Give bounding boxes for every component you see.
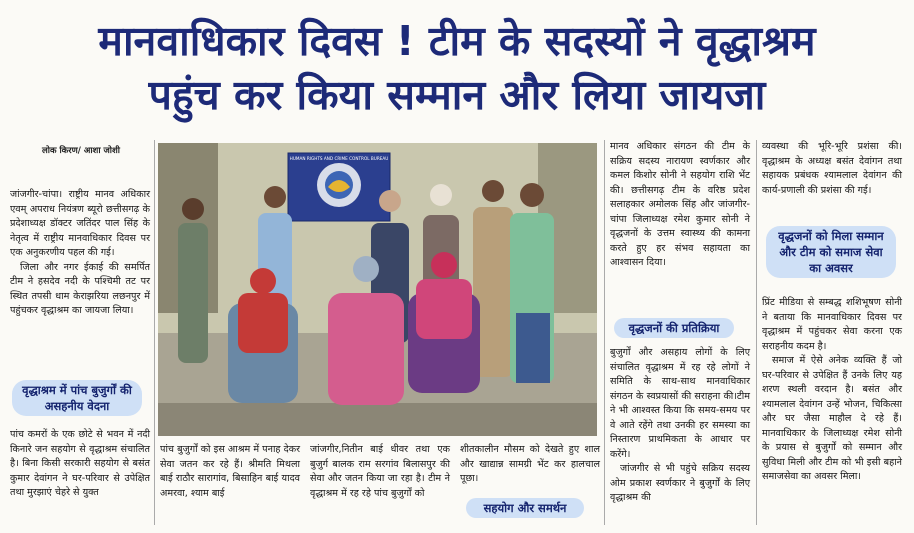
article-column-mid-bottom xyxy=(610,346,750,506)
article-column-right-top xyxy=(762,140,902,198)
subhead-left: वृद्धाश्रम में पांच बुजुर्गों की असहनीय वेदना xyxy=(12,380,142,416)
paragraph: शीतकालीन मौसम को देखते हुए शाल और खाद्यान्न सामग्री भेंट कर हालचाल पूछा। xyxy=(460,444,600,484)
article-column-photo-b xyxy=(310,443,450,501)
article-column-left-bottom xyxy=(10,428,150,501)
subhead-bottom: सहयोग और समर्थन xyxy=(466,498,584,518)
paragraph: व्यवस्था की भूरि-भूरि प्रशंसा की। वृद्धाश्रम के अध्यक्ष बसंत देवांगन तथा सहायक प्रबंधक श्यामलाल देवांगन की कार्य-प्रणाली की प्रशंसा की गई। xyxy=(762,141,902,196)
article-column-photo-a xyxy=(160,443,300,501)
article-column-right-mid xyxy=(762,296,902,485)
news-photo xyxy=(158,143,597,436)
byline: लोक किरण/ आशा जोशी xyxy=(42,146,120,156)
paragraph: पांच कमरों के एक छोटे से भवन में नदी किनारे जन सहयोग से वृद्धाश्रम संचालित है। बिना किसी सरकारी सहयोग से बसंत कुमार देवांगन ने घर-परिवार से उपेक्षित तथा मुरझाएं चेहरे से युक्त xyxy=(10,429,150,498)
article-column-left-top xyxy=(10,188,150,319)
paragraph: मानव अधिकार संगठन की टीम के सक्रिय सदस्य नारायण स्वर्णकार और कमल किशोर सोनी ने सहयोग राशि भेंट की। छत्तीसगढ़ टीम के वरिष्ठ प्रदेश सलाहकार अमोलक सिंह और जांजगीर-चांपा जिलाध्यक्ष रमेश कुमार सोनी ने वृद्धजनों के उत्तम स्वास्थ्य की कामना करते हुए हर संभव सहायता का आश्वासन दिया। xyxy=(610,141,750,268)
paragraph: जांजगीर से भी पहुंचे सक्रिय सदस्य ओम प्रकाश स्वर्णकार ने बुजुर्गों के लिए वृद्धाश्रम की xyxy=(610,463,750,503)
subhead-right: वृद्धजनों को मिला सम्मान और टीम को समाज सेवा का अवसर xyxy=(766,226,896,278)
paragraph: जांजगीर-चांपा। राष्ट्रीय मानव अधिकार एवम् अपराध नियंत्रण ब्यूरो छत्तीसगढ़ के प्रदेशाध्यक्ष डॉक्टर जतिंदर पाल सिंह के नेतृत्व में राष्ट्रीय मानवाधिकार दिवस पर एक अनुकरणीय पहल की गई। xyxy=(10,189,150,258)
column-rule xyxy=(154,140,155,525)
paragraph: जांजगीर,नितीन बाई धीवर तथा एक बुजुर्ग बालक राम सरगांव बिलासपुर की सेवा और जतन किया जा रहा है। टीम ने वृद्धाश्रम में रह रहे पांच बुजुर्गों को xyxy=(310,444,450,499)
paragraph: प्रिंट मीडिया से सम्बद्ध शशिभूषण सोनी ने बताया कि मानवाधिकार दिवस पर वृद्धाश्रम में पहुंचकर सेवा करना एक सराहनीय कदम है। xyxy=(762,297,902,352)
article-column-photo-c xyxy=(460,443,600,487)
article-column-mid-top xyxy=(610,140,750,271)
paragraph: जिला और नगर ईकाई की समर्पित टीम ने हसदेव नदी के पश्चिमी तट पर स्थित तपसी धाम केराझरिया लछनपुर में पहुंचकर वृद्धाश्रम का जायजा लिया। xyxy=(10,261,150,316)
subhead-mid: वृद्धजनों की प्रतिक्रिया xyxy=(614,318,734,338)
column-rule xyxy=(604,140,605,525)
headline-line-2: पहुंच कर किया सम्मान और लिया जायजा xyxy=(148,71,766,119)
paragraph: समाज में ऐसे अनेक व्यक्ति हैं जो घर-परिवार से उपेक्षित हैं उनके लिए यह शरण स्थली वरदान है। बसंत और श्यामलाल देवांगन उन्हें भोजन, चिकित्सा और घर जैसा माहौल दे रहे हैं। मानवाधिकार के जिलाध्यक्ष रमेश सोनी के प्रयास से बुजुर्गों को सम्मान और सुविधा मिली और टीम को भी इसी बहाने समाजसेवा का अवसर मिला। xyxy=(762,355,902,482)
organization-banner xyxy=(288,153,390,221)
column-rule xyxy=(756,140,757,525)
headline xyxy=(0,14,914,122)
paragraph: पांच बुजुर्गों को इस आश्रम में पनाह देकर सेवा जतन कर रहे हैं। श्रीमति मिथला बाई राठौर सारागांव, बिसाहिन बाई यादव अमरवा, श्याम बाई xyxy=(160,444,300,499)
photo-illustration xyxy=(158,143,597,436)
banner-text: HUMAN RIGHTS AND CRIME CONTROL BUREAU xyxy=(289,156,389,161)
headline-line-1: मानवाधिकार दिवस ! टीम के सदस्यों ने वृद्धाश्रम xyxy=(98,17,816,65)
paragraph: बुजुर्गों और असहाय लोगों के लिए संचालित वृद्धाश्रम में रह रहे लोगों ने समिति के साथ-साथ मानवाधिकार संगठन के स्वप्रयासों की सराहना की।टीम ने भी आश्वस्त किया कि समय-समय पर वे आते रहेंगे तथा उनकी हर समस्या का निस्तारण प्राथमिकता के आधार पर करेंगे। xyxy=(610,347,750,460)
